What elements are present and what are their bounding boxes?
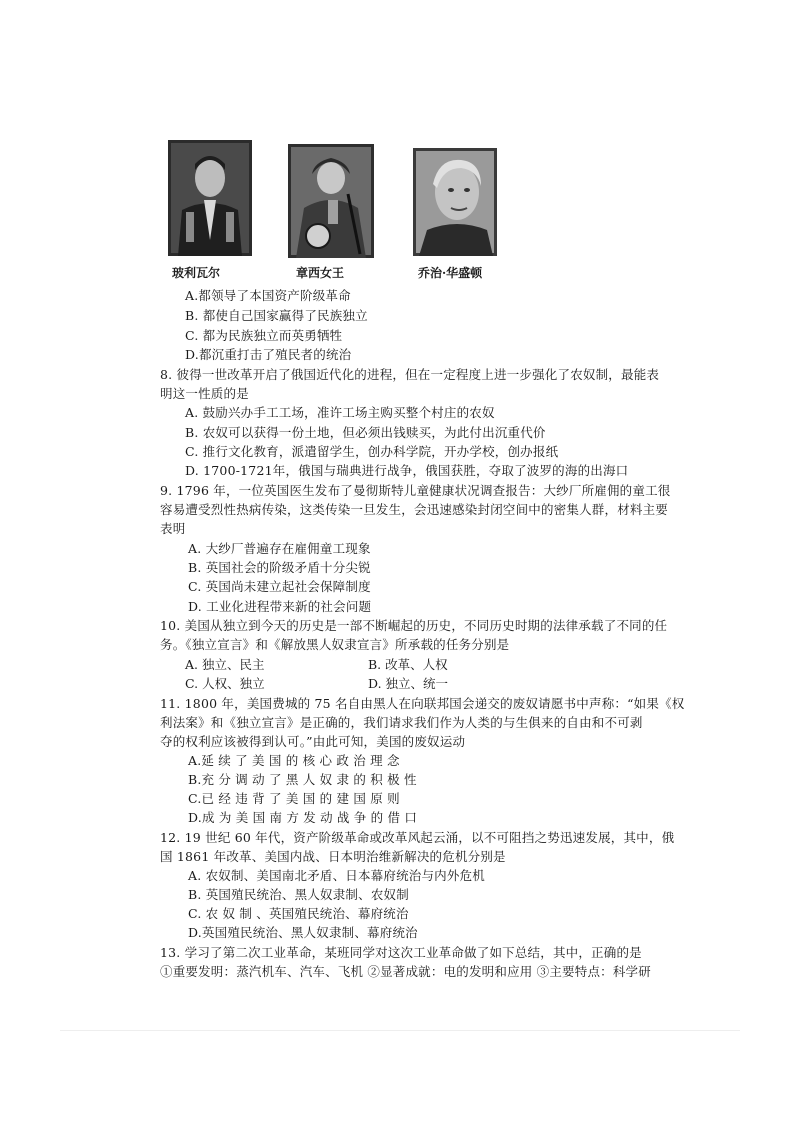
q12-stem-line-1: 12. 19 世纪 60 年代，资产阶级革命或改革风起云涌，以不可阻挡之势迅速发展，其中，俄 xyxy=(160,830,675,845)
q9-stem-line-3: 表明 xyxy=(160,521,186,536)
q10-option-b: B. 改革、人权 xyxy=(368,657,448,672)
q10-option-d: D. 独立、统一 xyxy=(368,676,449,691)
portraits-figure xyxy=(160,140,520,290)
page-bottom-divider xyxy=(60,1030,740,1031)
portrait-george-washington xyxy=(413,148,497,256)
q8-option-a: A. 鼓励兴办手工工场，准许工场主购买整个村庄的农奴 xyxy=(185,405,495,420)
q9-stem-line-2: 容易遭受烈性热病传染，这类传染一旦发生，会迅速感染封闭空间中的密集人群，材料主要 xyxy=(160,502,669,517)
q12-option-a: A. 农奴制、美国南北矛盾、日本幕府统治与内外危机 xyxy=(188,868,485,883)
q8-option-d: D. 1700-1721年，俄国与瑞典进行战争，俄国获胜，夺取了波罗的海的出海口 xyxy=(185,463,629,478)
q7-option-a: A.都领导了本国资产阶级革命 xyxy=(185,288,351,303)
q10-option-a: A. 独立、民主 xyxy=(185,657,265,672)
q12-stem-line-2: 国 1861 年改革、美国内战、日本明治维新解决的危机分别是 xyxy=(160,849,506,864)
caption-george-washington: 乔治·华盛顿 xyxy=(418,266,483,280)
caption-rani-of-jhansi: 章西女王 xyxy=(296,266,345,280)
q9-option-a: A. 大纱厂普遍存在雇佣童工现象 xyxy=(188,541,371,556)
q8-option-c: C. 推行文化教育，派遣留学生，创办科学院，开办学校，创办报纸 xyxy=(185,444,559,459)
q11-stem-line-3: 夺的权利应该被得到认可。”由此可知，美国的废奴运动 xyxy=(160,734,466,749)
q11-option-d: D.成 为 美 国 南 方 发 动 战 争 的 借 口 xyxy=(188,810,418,825)
q10-stem-line-1: 10. 美国从独立到今天的历史是一部不断崛起的历史，不同历史时期的法律承载了不同的任 xyxy=(160,618,668,633)
q11-option-c: C.已 经 违 背 了 美 国 的 建 国 原 则 xyxy=(188,791,400,806)
caption-bolivar: 玻利瓦尔 xyxy=(172,266,221,280)
q10-option-c: C. 人权、独立 xyxy=(185,676,265,691)
q12-option-d: D.英国殖民统治、黑人奴隶制、幕府统治 xyxy=(188,925,418,940)
q11-stem-line-2: 利法案》和《独立宣言》是正确的，我们请求我们作为人类的与生俱来的自由和不可剥 xyxy=(160,715,643,730)
portrait-bolivar xyxy=(168,140,252,256)
q9-option-d: D. 工业化进程带来新的社会问题 xyxy=(188,599,372,614)
q8-stem-line-2: 明这一性质的是 xyxy=(160,386,249,401)
q12-option-b: B. 英国殖民统治、黑人奴隶制、农奴制 xyxy=(188,887,409,902)
q12-option-c: C. 农 奴 制 、英国殖民统治、幕府统治 xyxy=(188,906,409,921)
q7-option-d: D.都沉重打击了殖民者的统治 xyxy=(185,347,352,362)
q9-option-b: B. 英国社会的阶级矛盾十分尖锐 xyxy=(188,560,371,575)
q7-option-c: C. 都为民族独立而英勇牺牲 xyxy=(185,328,343,343)
q7-option-b: B. 都使自己国家赢得了民族独立 xyxy=(185,308,368,323)
q11-option-b: B.充 分 调 动 了 黑 人 奴 隶 的 积 极 性 xyxy=(188,772,417,787)
q11-stem-line-1: 11. 1800 年，美国费城的 75 名自由黑人在向联邦国会递交的废奴请愿书中声称：“如果《权 xyxy=(160,696,685,711)
q9-stem-line-1: 9. 1796 年，一位英国医生发布了曼彻斯特儿童健康状况调查报告：大纱厂所雇佣的童工很 xyxy=(160,483,671,498)
q9-option-c: C. 英国尚未建立起社会保障制度 xyxy=(188,579,371,594)
q8-option-b: B. 农奴可以获得一份土地，但必须出钱赎买，为此付出沉重代价 xyxy=(185,425,546,440)
q13-stem-line-1: 13. 学习了第二次工业革命，某班同学对这次工业革命做了如下总结，其中，正确的是 xyxy=(160,945,642,960)
portrait-rani-of-jhansi xyxy=(288,144,374,258)
q11-option-a: A.延 续 了 美 国 的 核 心 政 治 理 念 xyxy=(188,753,400,768)
q13-stem-line-2: ①重要发明：蒸汽机车、汽车、飞机 ②显著成就：电的发明和应用 ③主要特点：科学研 xyxy=(160,964,651,979)
q10-stem-line-2: 务。《独立宣言》和《解放黑人奴隶宣言》所承载的任务分别是 xyxy=(160,637,510,652)
q8-stem-line-1: 8. 彼得一世改革开启了俄国近代化的进程，但在一定程度上进一步强化了农奴制，最能表 xyxy=(160,367,660,382)
